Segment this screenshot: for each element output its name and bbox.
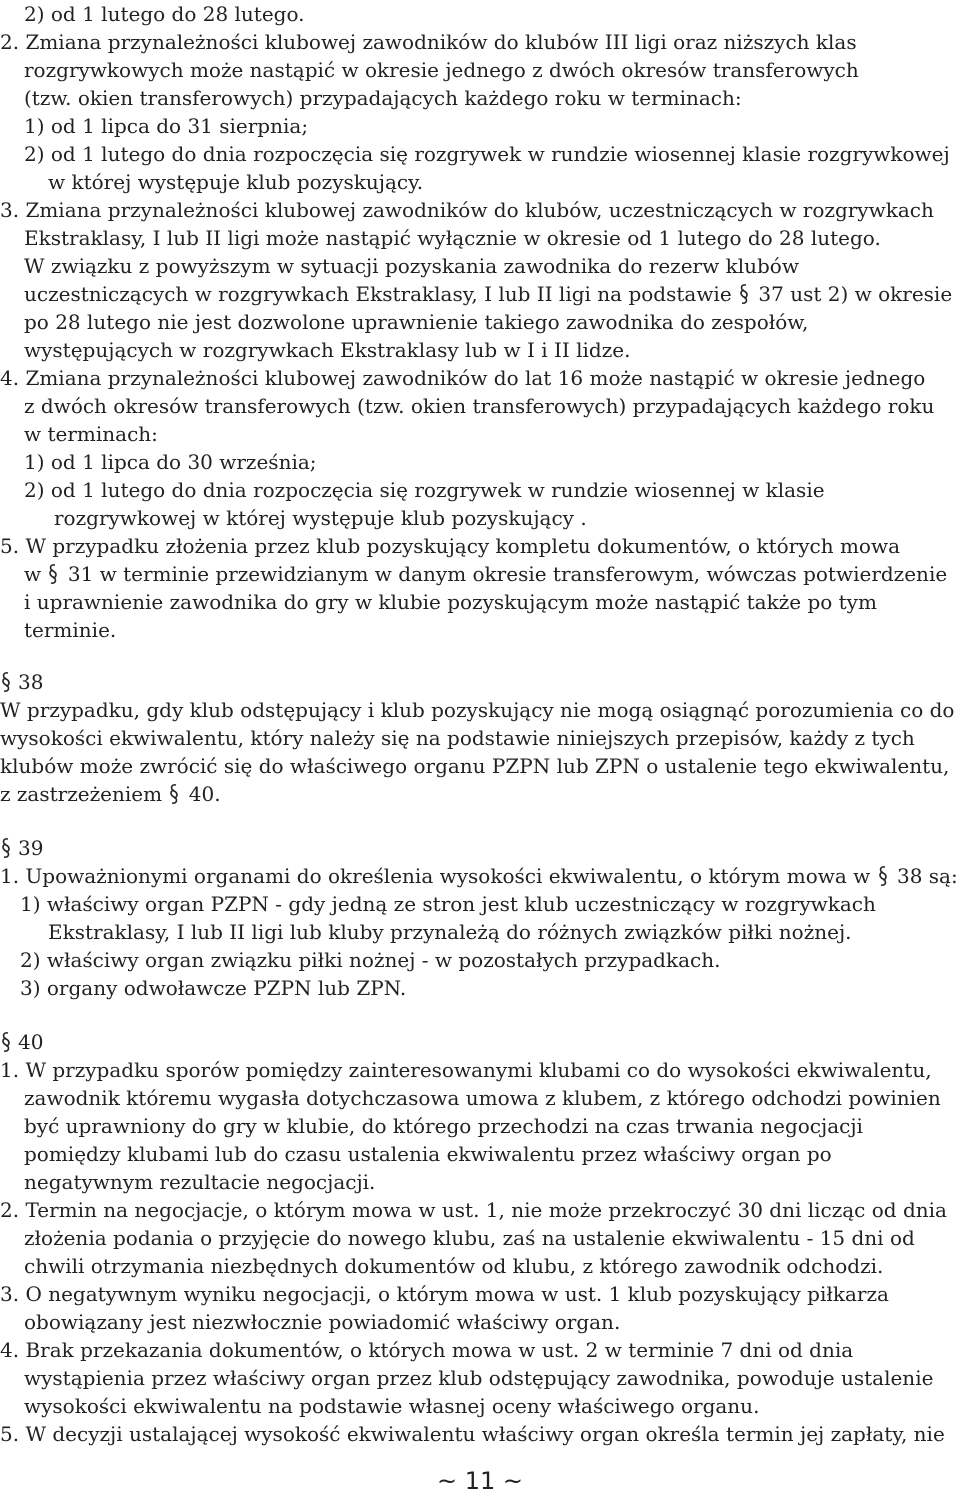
text-line: 1) właściwy organ PZPN - gdy jedną ze stron jest klub uczestniczący w rozgrywkach — [20, 892, 876, 916]
text-line: rozgrywkowej w której występuje klub pozyskujący . — [54, 506, 587, 530]
section-sign-icon — [168, 783, 182, 812]
section-sign-icon — [0, 1031, 14, 1053]
text-span: z zastrzeżeniem — [0, 782, 163, 806]
text-line: 2) właściwy organ związku piłki nożnej - w pozostałych przypadkach. — [20, 948, 721, 972]
text-line: terminie. — [24, 618, 117, 642]
text-span: 37 ust 2) w okresie — [758, 282, 953, 306]
text-line: 3. Zmiana przynależności klubowej zawodników do klubów, uczestniczących w rozgrywkach — [0, 198, 934, 222]
text-line — [0, 780, 221, 812]
text-line: Ekstraklasy, I lub II ligi lub kluby przynależą do różnych związków piłki nożnej. — [48, 920, 852, 944]
text-line: w terminach: — [24, 422, 158, 446]
text-span: w — [24, 562, 42, 586]
text-line: z dwóch okresów transferowych (tzw. okien transferowych) przypadających każdego roku — [24, 394, 935, 418]
text-span: 40. — [188, 782, 221, 806]
text-span: 1. Upoważnionymi organami do określenia wysokości ekwiwalentu, o którym mowa w — [0, 864, 871, 888]
text-span: 31 w terminie przewidzianym w danym okresie transferowym, wówczas potwierdzenie — [67, 562, 948, 586]
text-line: 1. W przypadku sporów pomiędzy zainteresowanymi klubami co do wysokości ekwiwalentu, — [0, 1058, 932, 1082]
text-line: 2) od 1 lutego do 28 lutego. — [24, 2, 305, 26]
text-line: 4. Brak przekazania dokumentów, o których mowa w ust. 2 w terminie 7 dni od dnia — [0, 1338, 854, 1362]
text-line: 3) organy odwoławcze PZPN lub ZPN. — [20, 976, 407, 1000]
text-line: występujących w rozgrywkach Ekstraklasy lub w I i II lidze. — [24, 338, 631, 362]
text-line: 1) od 1 lipca do 31 sierpnia; — [24, 114, 309, 138]
text-line: Ekstraklasy, I lub II ligi może nastąpić wyłącznie w okresie od 1 lutego do 28 lutego. — [24, 226, 881, 250]
section-heading-40 — [0, 1028, 43, 1056]
text-line: 2) od 1 lutego do dnia rozpoczęcia się rozgrywek w rundzie wiosennej klasie rozgrywkowej — [24, 142, 950, 166]
text-line: 2. Termin na negocjacje, o którym mowa w ust. 1, nie może przekroczyć 30 dni licząc od dnia — [0, 1198, 947, 1222]
text-line: 3. O negatywnym wyniku negocjacji, o którym mowa w ust. 1 klub pozyskujący piłkarza — [0, 1282, 889, 1306]
page-number: ~ 11 ~ — [436, 1467, 523, 1495]
text-line: 1) od 1 lipca do 30 września; — [24, 450, 317, 474]
text-span: uczestniczących w rozgrywkach Ekstraklasy, I lub II ligi na podstawie — [24, 282, 732, 306]
text-line: wystąpienia przez właściwy organ przez klub odstępujący zawodnika, powoduje ustalenie — [24, 1366, 934, 1390]
section-number: 39 — [18, 836, 44, 860]
text-line: i uprawnienie zawodnika do gry w klubie pozyskującym może nastąpić także po tym — [24, 590, 877, 614]
text-line: 2. Zmiana przynależności klubowej zawodników do klubów III ligi oraz niższych klas — [0, 30, 857, 54]
section-heading-38 — [0, 668, 43, 696]
section-sign-icon — [0, 671, 14, 693]
section-number: 40 — [18, 1030, 44, 1054]
text-line: złożenia podania o przyjęcie do nowego klubu, zaś na ustalenie ekwiwalentu - 15 dni od — [24, 1226, 915, 1250]
text-line: w której występuje klub pozyskujący. — [48, 170, 424, 194]
text-line: W związku z powyższym w sytuacji pozyskania zawodnika do rezerw klubów — [24, 254, 799, 278]
text-line: rozgrywkowych może nastąpić w okresie jednego z dwóch okresów transferowych — [24, 58, 859, 82]
text-line: po 28 lutego nie jest dozwolone uprawnienie takiego zawodnika do zespołów, — [24, 310, 809, 334]
text-line: klubów może zwrócić się do właściwego organu PZPN lub ZPN o ustalenie tego ekwiwalentu, — [0, 754, 950, 778]
text-line: chwili otrzymania niezbędnych dokumentów od klubu, z którego zawodnik odchodzi. — [24, 1254, 884, 1278]
text-line: zawodnik któremu wygasła dotychczasowa umowa z klubem, z którego odchodzi powinien — [24, 1086, 941, 1110]
section-sign-icon — [877, 865, 891, 894]
section-sign-icon — [0, 837, 14, 859]
text-line: 2) od 1 lutego do dnia rozpoczęcia się rozgrywek w rundzie wiosennej w klasie — [24, 478, 825, 502]
text-span: 38 są: — [896, 864, 958, 888]
text-line: (tzw. okien transferowych) przypadających każdego roku w terminach: — [24, 86, 742, 110]
text-line: wysokości ekwiwalentu, który należy się na podstawie niniejszych przepisów, każdy z tych — [0, 726, 915, 750]
text-line: być uprawniony do gry w klubie, do którego przechodzi na czas trwania negocjacji — [24, 1114, 863, 1138]
text-line: obowiązany jest niezwłocznie powiadomić właściwy organ. — [24, 1310, 621, 1334]
section-heading-39 — [0, 834, 43, 862]
text-line: negatywnym rezultacie negocjacji. — [24, 1170, 376, 1194]
text-line: pomiędzy klubami lub do czasu ustalenia ekwiwalentu przez właściwy organ po — [24, 1142, 832, 1166]
text-line: 5. W przypadku złożenia przez klub pozyskujący kompletu dokumentów, o których mowa — [0, 534, 900, 558]
section-number: 38 — [18, 670, 44, 694]
text-line: W przypadku, gdy klub odstępujący i klub pozyskujący nie mogą osiągnąć porozumienia co do — [0, 698, 955, 722]
text-line: 5. W decyzji ustalającej wysokość ekwiwalentu właściwy organ określa termin jej zapłaty, nie — [0, 1422, 945, 1446]
text-line: 4. Zmiana przynależności klubowej zawodników do lat 16 może nastąpić w okresie jednego — [0, 366, 926, 390]
text-line: wysokości ekwiwalentu na podstawie własnej oceny właściwego organu. — [24, 1394, 760, 1418]
